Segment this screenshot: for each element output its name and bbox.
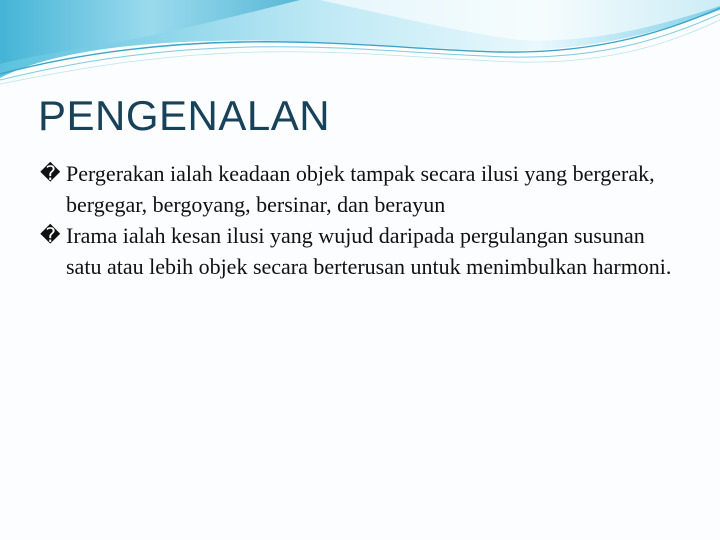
header-wave-decoration [0, 0, 720, 90]
bullet-text: Irama ialah kesan ilusi yang wujud daripada pergulangan susunan satu atau lebih objek secara berterusan untuk menimbulkan harmoni. [66, 223, 672, 279]
slide-title: PENGENALAN [38, 92, 331, 139]
bullet-item [40, 158, 680, 220]
bullet-list [40, 158, 680, 282]
bullet-marker-icon: � [40, 161, 61, 185]
bullet-marker-icon: � [40, 223, 61, 247]
bullet-text: Pergerakan ialah keadaan objek tampak secara ilusi yang bergerak, bergegar, bergoyang, bersinar, dan berayun [66, 161, 655, 217]
bullet-item [40, 220, 680, 282]
